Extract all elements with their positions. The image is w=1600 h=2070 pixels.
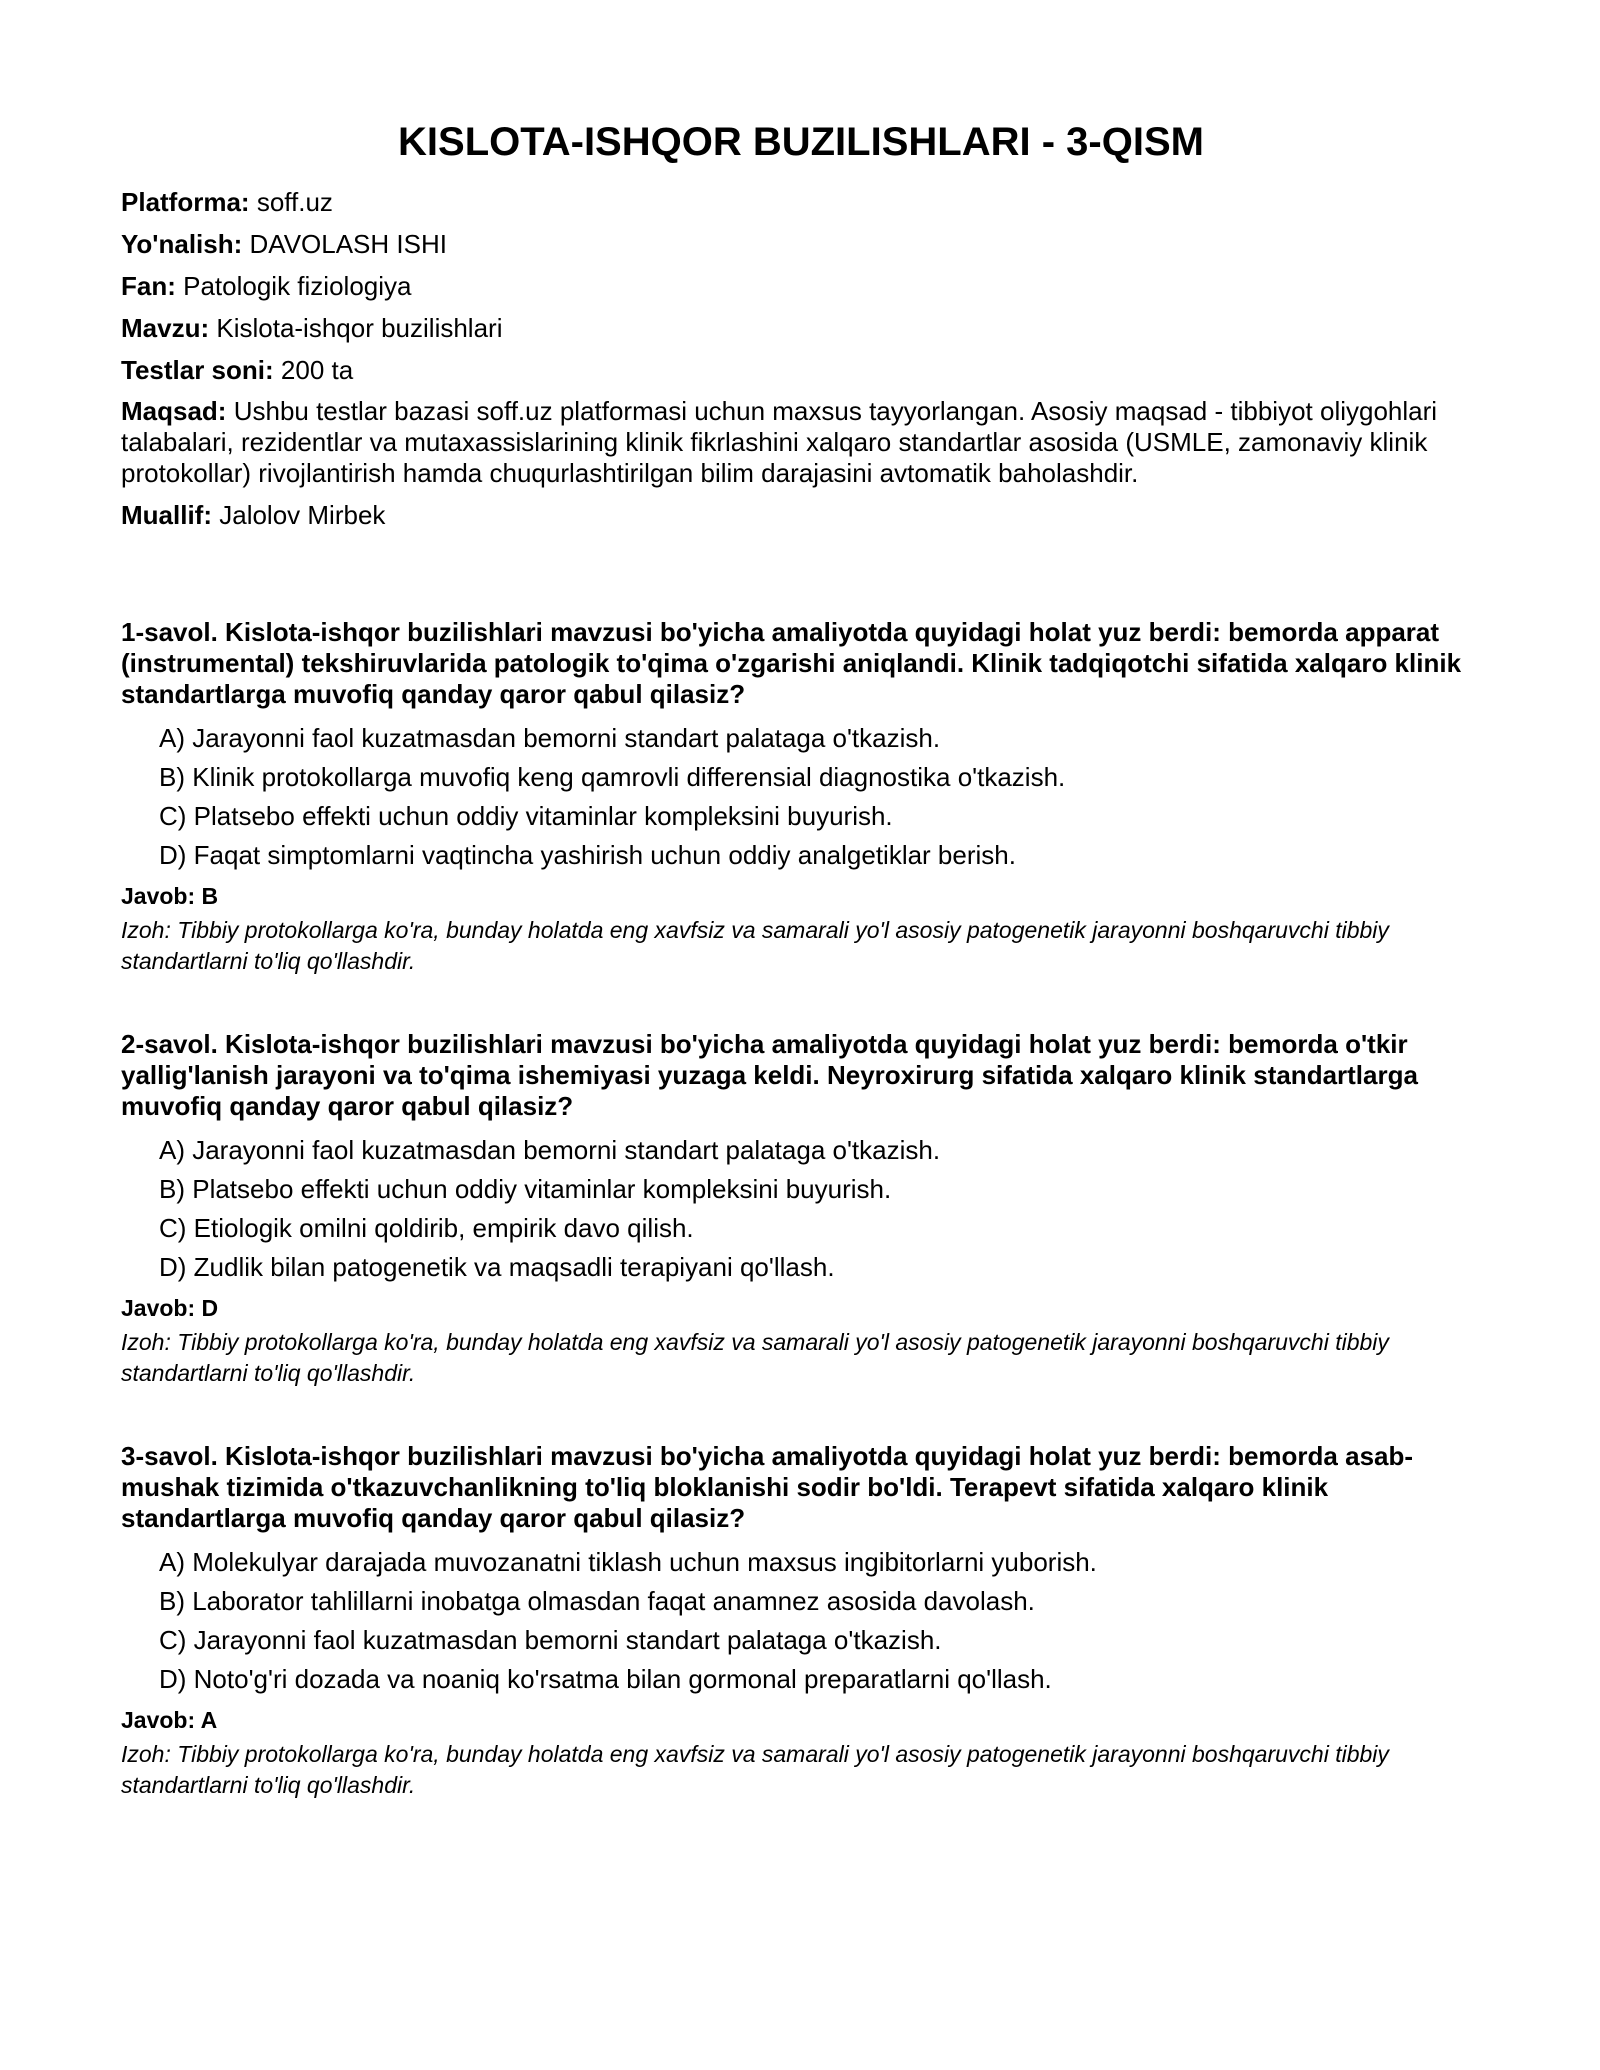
meta-label: Maqsad: [121, 396, 227, 426]
question-text: 1-savol. Kislota-ishqor buzilishlari mavzusi bo'yicha amaliyotda quyidagi holat yuz berdi: bemorda apparat (instrumental) tekshiruvlarida patologik to'qima o'zgarishi aniqlandi. Klinik tadqiqotchi sifatida xalqaro klinik standartlarga muvofiq qanday qaror qabul qilasiz? [121, 617, 1462, 709]
meta-direction [121, 228, 1481, 260]
meta-value: Patologik fiziologiya [183, 271, 412, 301]
question-item [121, 617, 1481, 977]
option-a: A) Jarayonni faol kuzatmasdan bemorni standart palataga o'tkazish. [159, 1135, 941, 1165]
meta-value: Kislota-ishqor buzilishlari [216, 313, 503, 343]
meta-label: Testlar soni: [121, 355, 274, 385]
question-item [121, 1029, 1481, 1389]
document-page [121, 118, 1481, 1853]
meta-value: Ushbu testlar bazasi soff.uz platformasi uchun maxsus tayyorlangan. Asosiy maqsad - tibbiyot oliygohlari talabalari, rezidentlar va mutaxassislarining klinik fikrlashini xalqaro standartlar asosida (USMLE, zamonaviy klinik protokollar) rivojlantirish hamda chuqurlashtirilgan bilim darajasini avtomatik baholashdir. [121, 396, 1438, 488]
answer-explanation: Izoh: Tibbiy protokollarga ko'ra, bunday holatda eng xavfsiz va samarali yo'l asosiy patogenetik jarayonni boshqaruvchi tibbiy standartlarni to'liq qo'llashdir. [121, 1741, 1389, 1798]
meta-label: Muallif: [121, 500, 212, 530]
correct-answer: Javob: A [121, 1707, 218, 1733]
option-a: A) Molekulyar darajada muvozanatni tiklash uchun maxsus ingibitorlarni yuborish. [159, 1547, 1097, 1577]
meta-topic [121, 312, 1481, 344]
option-c: C) Etiologik omilni qoldirib, empirik davo qilish. [159, 1213, 694, 1243]
meta-label: Mavzu: [121, 313, 210, 343]
answer-options [121, 1546, 1481, 1695]
option-b: B) Klinik protokollarga muvofiq keng qamrovli differensial diagnostika o'tkazish. [159, 762, 1066, 792]
question-text: 3-savol. Kislota-ishqor buzilishlari mavzusi bo'yicha amaliyotda quyidagi holat yuz berdi: bemorda asab-mushak tizimida o'tkazuvchanlikning to'liq bloklanishi sodir bo'ldi. Terapevt sifatida xalqaro klinik standartlarga muvofiq qanday qaror qabul qilasiz? [121, 1441, 1414, 1533]
metadata-section [121, 186, 1481, 531]
option-c: C) Platsebo effekti uchun oddiy vitaminlar kompleksini buyurish. [159, 801, 893, 831]
meta-value: DAVOLASH ISHI [249, 229, 447, 259]
meta-test-count [121, 354, 1481, 386]
correct-answer: Javob: D [121, 1295, 219, 1321]
meta-subject [121, 270, 1481, 302]
meta-purpose [121, 396, 1481, 489]
question-item [121, 1441, 1481, 1801]
meta-label: Yo'nalish: [121, 229, 243, 259]
meta-platform [121, 186, 1481, 218]
document-title: KISLOTA-ISHQOR BUZILISHLARI - 3-QISM [398, 120, 1204, 164]
question-text: 2-savol. Kislota-ishqor buzilishlari mavzusi bo'yicha amaliyotda quyidagi holat yuz berdi: bemorda o'tkir yallig'lanish jarayoni va to'qima ishemiyasi yuzaga keldi. Neyroxirurg sifatida xalqaro klinik standartlarga muvofiq qanday qaror qabul qilasiz? [121, 1029, 1418, 1121]
option-d: D) Noto'g'ri dozada va noaniq ko'rsatma bilan gormonal preparatlarni qo'llash. [159, 1664, 1052, 1694]
answer-explanation: Izoh: Tibbiy protokollarga ko'ra, bunday holatda eng xavfsiz va samarali yo'l asosiy patogenetik jarayonni boshqaruvchi tibbiy standartlarni to'liq qo'llashdir. [121, 1329, 1389, 1386]
meta-value: 200 ta [280, 355, 354, 385]
option-d: D) Zudlik bilan patogenetik va maqsadli terapiyani qo'llash. [159, 1252, 835, 1282]
correct-answer: Javob: B [121, 883, 219, 909]
meta-value: Jalolov Mirbek [219, 500, 386, 530]
option-d: D) Faqat simptomlarni vaqtincha yashirish uchun oddiy analgetiklar berish. [159, 840, 1016, 870]
meta-label: Platforma: [121, 187, 250, 217]
answer-options [121, 722, 1481, 871]
option-b: B) Platsebo effekti uchun oddiy vitaminlar kompleksini buyurish. [159, 1174, 892, 1204]
option-a: A) Jarayonni faol kuzatmasdan bemorni standart palataga o'tkazish. [159, 723, 941, 753]
option-b: B) Laborator tahlillarni inobatga olmasdan faqat anamnez asosida davolash. [159, 1586, 1035, 1616]
option-c: C) Jarayonni faol kuzatmasdan bemorni standart palataga o'tkazish. [159, 1625, 942, 1655]
meta-label: Fan: [121, 271, 176, 301]
questions-list [121, 617, 1481, 1801]
answer-options [121, 1134, 1481, 1283]
meta-author [121, 499, 1481, 531]
meta-value: soff.uz [256, 187, 333, 217]
answer-explanation: Izoh: Tibbiy protokollarga ko'ra, bunday holatda eng xavfsiz va samarali yo'l asosiy patogenetik jarayonni boshqaruvchi tibbiy standartlarni to'liq qo'llashdir. [121, 917, 1389, 974]
